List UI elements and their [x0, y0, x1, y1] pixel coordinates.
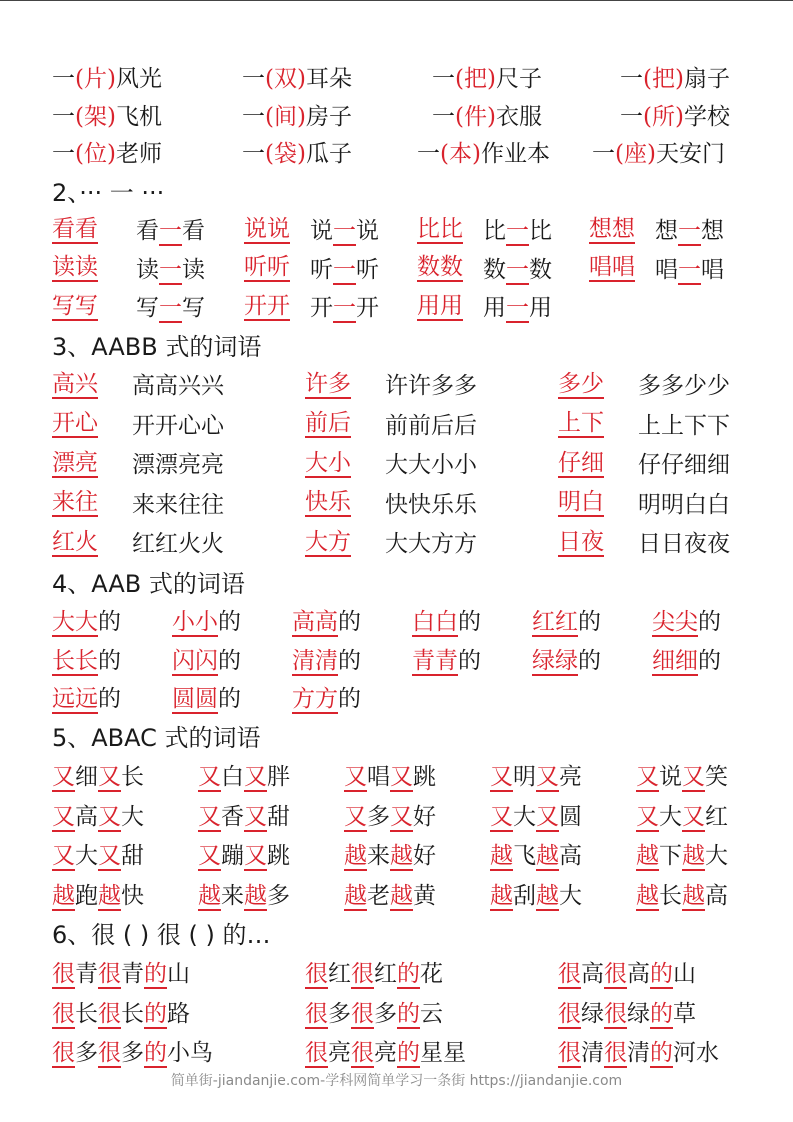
aab-row	[52, 601, 752, 640]
hen-row	[52, 1031, 752, 1071]
ab-word: 红火	[52, 528, 98, 555]
a-yi-a-word: 看一看	[136, 218, 205, 245]
abac-word: 又说又笑	[636, 764, 728, 791]
ab-word: 日夜	[558, 528, 604, 555]
aabb-word: 快快乐乐	[385, 491, 477, 518]
measure-item: 一(件)衣服	[432, 103, 542, 130]
ab-word: 大方	[305, 528, 351, 555]
abac-word: 越跑越快	[52, 882, 144, 909]
aabb-word: 日日夜夜	[638, 531, 730, 558]
a-yi-a-word: 数一数	[483, 256, 552, 283]
section-heading-6: 6、很 ( ) 很 ( ) 的…	[52, 921, 271, 949]
aabb-row	[52, 443, 752, 483]
abac-row	[52, 834, 752, 874]
abac-word: 又白又胖	[198, 764, 290, 791]
aa-word: 数数	[417, 254, 463, 281]
aab-word: 大大的	[52, 609, 121, 636]
abac-word: 越飞越高	[490, 843, 582, 870]
measure-row	[52, 96, 752, 134]
aabb-word: 高高兴兴	[132, 373, 224, 400]
abac-word: 又大又红	[636, 803, 728, 830]
measure-item: 一(袋)瓜子	[242, 141, 352, 168]
a-yi-a-word: 读一读	[136, 256, 205, 283]
a-yi-a-word: 写一写	[136, 295, 205, 322]
aabb-row	[52, 404, 752, 444]
section-heading-5: 5、ABAC 式的词语	[52, 724, 261, 752]
hen-phrase: 很多很多的云	[305, 1000, 443, 1027]
measure-item: 一(间)房子	[242, 103, 352, 130]
aab-word: 青青的	[412, 647, 481, 674]
aa-word: 说说	[244, 215, 290, 242]
aab-row	[52, 678, 752, 717]
aabb-row	[52, 522, 752, 562]
aabb-word: 大大方方	[385, 531, 477, 558]
abac-word: 越长越高	[636, 882, 728, 909]
abac-word: 越下越大	[636, 843, 728, 870]
abac-word: 越老越黄	[344, 882, 436, 909]
abac-word: 又多又好	[344, 803, 436, 830]
a-yi-a-word: 用一用	[483, 295, 552, 322]
measure-item: 一(把)扇子	[620, 66, 730, 93]
hen-phrase: 很青很青的山	[52, 961, 190, 988]
footer-watermark: 简单街-jiandanjie.com-学科网简单学习一条街 https://jiandanjie.com	[170, 1073, 623, 1089]
hen-phrase: 很长很长的路	[52, 1000, 190, 1027]
a-yi-a-word: 听一听	[310, 256, 379, 283]
a-yi-a-row	[52, 287, 752, 326]
section-heading-4: 4、AAB 式的词语	[52, 569, 245, 598]
ab-word: 开心	[52, 410, 98, 437]
measure-row	[52, 133, 752, 171]
aab-word: 小小的	[172, 609, 241, 636]
aabb-word: 前前后后	[385, 412, 477, 439]
aab-word: 清清的	[292, 647, 361, 674]
top-rule	[0, 0, 793, 1]
aab-word: 细细的	[652, 647, 721, 674]
a-yi-a-word: 比一比	[483, 218, 552, 245]
hen-phrase: 很绿很绿的草	[558, 1000, 696, 1027]
abac-word: 又蹦又跳	[198, 843, 290, 870]
aabb-word: 多多少少	[638, 373, 730, 400]
ab-word: 快乐	[305, 489, 351, 516]
hen-phrase: 很亮很亮的星星	[305, 1040, 466, 1067]
aa-word: 读读	[52, 254, 98, 281]
aabb-word: 大大小小	[385, 452, 477, 479]
measure-item: 一(把)尺子	[432, 66, 542, 93]
aabb-word: 明明白白	[638, 491, 730, 518]
aabb-word: 仔仔细细	[638, 452, 730, 479]
measure-row	[52, 58, 752, 96]
abac-word: 又细又长	[52, 764, 144, 791]
section-measure-words	[52, 58, 752, 171]
measure-item: 一(位)老师	[52, 141, 162, 168]
aabb-word: 许许多多	[385, 373, 477, 400]
a-yi-a-word: 开一开	[310, 295, 379, 322]
abac-row	[52, 795, 752, 835]
hen-phrase: 很红很红的花	[305, 961, 443, 988]
ab-word: 来往	[52, 489, 98, 516]
abac-row	[52, 755, 752, 795]
ab-word: 大小	[305, 449, 351, 476]
aa-word: 写写	[52, 292, 98, 319]
ab-word: 前后	[305, 410, 351, 437]
measure-item: 一(架)飞机	[52, 103, 162, 130]
abac-word: 越来越好	[344, 843, 436, 870]
aab-row	[52, 639, 752, 678]
ab-word: 仔细	[558, 449, 604, 476]
aa-word: 唱唱	[589, 254, 635, 281]
ab-word: 上下	[558, 410, 604, 437]
worksheet	[52, 58, 752, 1071]
a-yi-a-word: 说一说	[310, 218, 379, 245]
measure-item: 一(座)天安门	[592, 141, 725, 168]
a-yi-a-word: 唱一唱	[655, 256, 724, 283]
measure-item: 一(所)学校	[620, 103, 730, 130]
hen-phrase: 很高很高的山	[558, 961, 696, 988]
aabb-word: 上上下下	[638, 412, 730, 439]
hen-phrase: 很多很多的小鸟	[52, 1040, 213, 1067]
aa-word: 开开	[244, 292, 290, 319]
abac-word: 又大又圆	[490, 803, 582, 830]
section-heading-2: 2、··· 一 ···	[52, 178, 165, 207]
abac-word: 又高又大	[52, 803, 144, 830]
abac-word: 越来越多	[198, 882, 290, 909]
abac-word: 又明又亮	[490, 764, 582, 791]
abac-row	[52, 874, 752, 914]
aab-word: 红红的	[532, 609, 601, 636]
a-yi-a-word: 想一想	[655, 218, 724, 245]
aabb-word: 来来往往	[132, 491, 224, 518]
aa-word: 用用	[417, 292, 463, 319]
ab-word: 许多	[305, 370, 351, 397]
aab-word: 高高的	[292, 609, 361, 636]
aa-word: 比比	[417, 215, 463, 242]
abac-word: 又香又甜	[198, 803, 290, 830]
aab-word: 方方的	[292, 686, 361, 713]
aabb-word: 开开心心	[132, 412, 224, 439]
abac-word: 又唱又跳	[344, 764, 436, 791]
hen-row	[52, 952, 752, 992]
aab-word: 圆圆的	[172, 686, 241, 713]
aab-word: 闪闪的	[172, 647, 241, 674]
aa-word: 想想	[589, 215, 635, 242]
aabb-row	[52, 483, 752, 523]
a-yi-a-row	[52, 210, 752, 249]
a-yi-a-row	[52, 248, 752, 287]
aab-word: 长长的	[52, 647, 121, 674]
aabb-row	[52, 364, 752, 404]
ab-word: 高兴	[52, 370, 98, 397]
hen-phrase: 很清很清的河水	[558, 1040, 719, 1067]
hen-row	[52, 992, 752, 1032]
aabb-word: 红红火火	[132, 531, 224, 558]
aa-word: 看看	[52, 215, 98, 242]
section-heading-3: 3、AABB 式的词语	[52, 333, 262, 361]
measure-item: 一(双)耳朵	[242, 66, 352, 93]
abac-word: 又大又甜	[52, 843, 144, 870]
aab-word: 尖尖的	[652, 609, 721, 636]
aab-word: 白白的	[412, 609, 481, 636]
measure-item: 一(本)作业本	[417, 141, 550, 168]
ab-word: 明白	[558, 489, 604, 516]
ab-word: 多少	[558, 370, 604, 397]
aabb-word: 漂漂亮亮	[132, 452, 224, 479]
aab-word: 远远的	[52, 686, 121, 713]
aab-word: 绿绿的	[532, 647, 601, 674]
ab-word: 漂亮	[52, 449, 98, 476]
measure-item: 一(片)风光	[52, 66, 162, 93]
aa-word: 听听	[244, 254, 290, 281]
abac-word: 越刮越大	[490, 882, 582, 909]
